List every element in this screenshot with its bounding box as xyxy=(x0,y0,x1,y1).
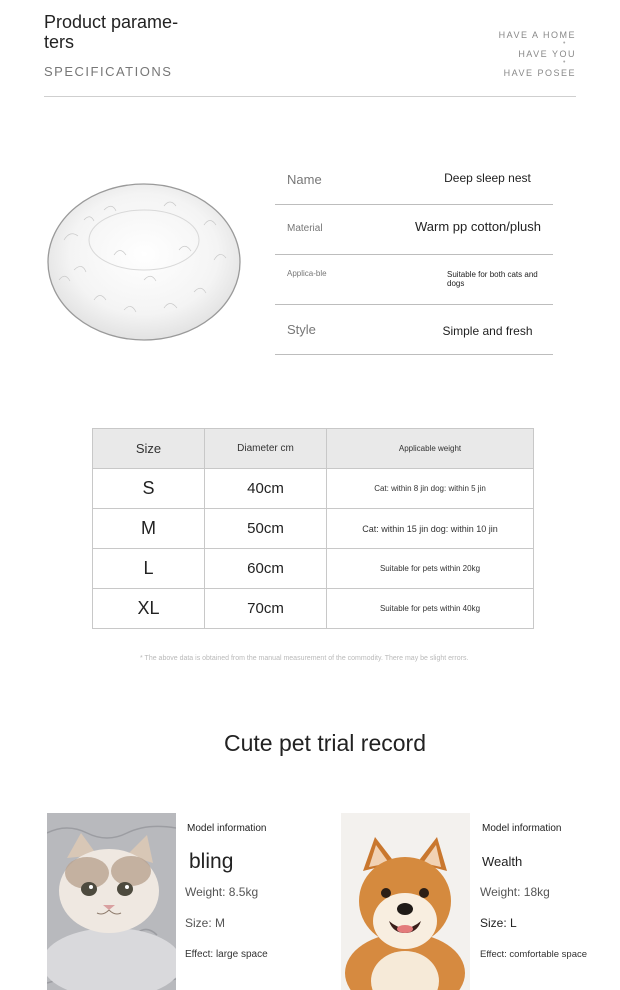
section-subtitle: SPECIFICATIONS xyxy=(44,64,173,79)
trial-section-title: Cute pet trial record xyxy=(224,730,426,756)
param-row-style xyxy=(275,304,553,355)
slogan-dot: • xyxy=(563,59,566,66)
size-cell: M xyxy=(93,509,205,549)
param-label: Applica-ble xyxy=(287,269,327,278)
param-label: Name xyxy=(287,172,322,187)
header-divider xyxy=(44,96,576,97)
pet-weight: Weight: 8.5kg xyxy=(185,885,259,899)
table-header: Applicable weight xyxy=(327,429,534,469)
slogan-line-2: HAVE YOU xyxy=(518,49,576,59)
weight-cell: Suitable for pets within 40kg xyxy=(327,589,534,629)
param-row-name xyxy=(275,154,553,205)
diameter-cell: 40cm xyxy=(205,469,327,509)
param-label: Material xyxy=(287,223,323,234)
pet-effect: Effect: large space xyxy=(185,949,268,960)
table-row xyxy=(93,469,534,509)
model-info-label: Model information xyxy=(482,823,562,834)
pet-bed-image xyxy=(44,180,244,344)
model-info-label: Model information xyxy=(187,823,267,834)
param-value: Deep sleep nest xyxy=(444,171,531,185)
weight-cell: Cat: within 8 jin dog: within 5 jin xyxy=(327,469,534,509)
weight-cell: Cat: within 15 jin dog: within 10 jin xyxy=(327,509,534,549)
table-header-row xyxy=(93,429,534,469)
pet-effect: Effect: comfortable space xyxy=(480,949,588,960)
page-title: Product parame-ters xyxy=(44,12,179,52)
table-header: Size xyxy=(93,429,205,469)
pet-name: bling xyxy=(189,850,234,873)
diameter-cell: 70cm xyxy=(205,589,327,629)
slogan-dot: • xyxy=(563,40,566,47)
param-value: Simple and fresh xyxy=(442,324,533,338)
cat-photo xyxy=(47,813,176,990)
diameter-cell: 60cm xyxy=(205,549,327,589)
weight-cell: Suitable for pets within 20kg xyxy=(327,549,534,589)
pet-name: Wealth xyxy=(482,854,523,869)
size-cell: L xyxy=(93,549,205,589)
param-value: Warm pp cotton/plush xyxy=(415,219,541,234)
param-row-applicable xyxy=(275,254,553,305)
param-row-material xyxy=(275,204,553,255)
dog-photo xyxy=(341,813,470,990)
size-cell: XL xyxy=(93,589,205,629)
measurement-note: * The above data is obtained from the manual measurement of the commodity. There may be slight errors. xyxy=(140,655,469,662)
pet-weight: Weight: 18kg xyxy=(480,885,550,899)
param-value: Suitable for both cats and dogs xyxy=(447,270,538,288)
table-row xyxy=(93,589,534,629)
param-label: Style xyxy=(287,322,316,337)
table-header: Diameter cm xyxy=(205,429,327,469)
size-table xyxy=(92,428,534,629)
table-row xyxy=(93,549,534,589)
size-cell: S xyxy=(93,469,205,509)
table-row xyxy=(93,509,534,549)
slogan-line-3: HAVE POSEE xyxy=(503,68,576,78)
slogan-line-1: HAVE A HOME xyxy=(498,30,576,40)
pet-size: Size: M xyxy=(185,916,226,930)
diameter-cell: 50cm xyxy=(205,509,327,549)
pet-size: Size: L xyxy=(480,916,517,930)
